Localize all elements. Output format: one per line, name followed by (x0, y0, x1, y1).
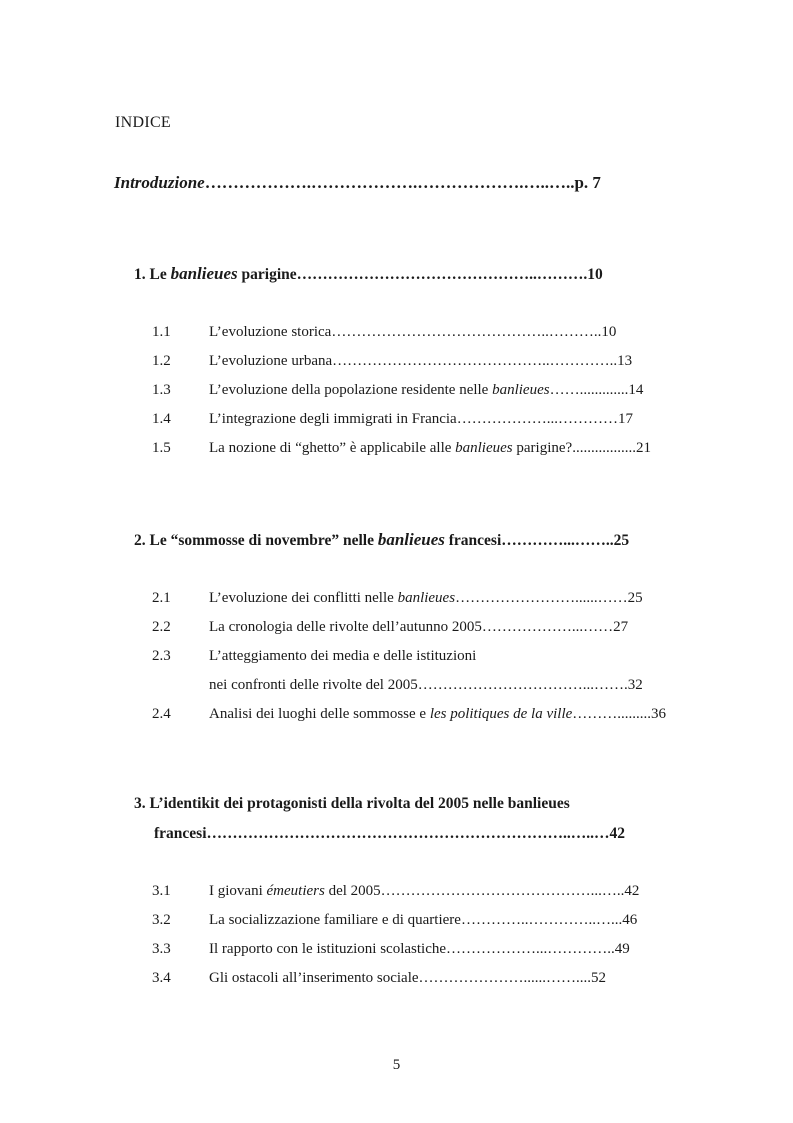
section-page: 25 (627, 590, 643, 606)
intro-leader: ……………….……………….……………….…..….. (204, 173, 575, 192)
chapter-title-pre: Le (149, 266, 171, 283)
toc-chapter-1[interactable] (134, 264, 603, 284)
section-number: 1.3 (152, 382, 171, 398)
section-title: L’atteggiamento dei media e delle istituzioni (209, 648, 477, 664)
chapter-title-post: parigine (237, 266, 297, 283)
section-page: 32 (627, 677, 643, 693)
intro-label: Introduzione (114, 173, 205, 192)
section-title-post: parigine? (512, 440, 573, 456)
section-title: L’evoluzione urbana (209, 353, 333, 369)
chapter-page: 10 (587, 266, 603, 283)
chapter-leader: ……………………………………………………………..…..… (206, 825, 610, 842)
chapter-title-pre: Le “sommosse di novembre” nelle (149, 532, 378, 549)
section-number: 1.1 (152, 324, 171, 340)
section-leader: ……………………………...……. (417, 677, 628, 693)
chapter-leader: ………………………………………..………. (296, 266, 588, 283)
section-title: La cronologia delle rivolte dell’autunno 2005 (209, 619, 482, 635)
chapter-title-italic: banlieues (377, 530, 445, 549)
section-title-post: del 2005 (324, 883, 381, 899)
section-title: Gli ostacoli all’inserimento sociale (209, 970, 419, 986)
section-page: 42 (624, 883, 640, 899)
toc-chapter-3[interactable] (134, 795, 570, 813)
page-title: INDICE (115, 114, 172, 131)
toc-entry-introduzione[interactable] (114, 173, 601, 193)
section-leader: …………………......…….... (418, 970, 592, 986)
section-leader: ………………...…… (481, 619, 614, 635)
section-title: La socializzazione familiare e di quartiere (209, 912, 461, 928)
page-number: 5 (392, 1057, 401, 1073)
section-title-italic: banlieues (397, 590, 456, 606)
section-leader: ……………………………………..………….. (332, 353, 618, 369)
section-title: L’evoluzione dei conflitti nelle (209, 590, 398, 606)
chapter-leader: …………...…….. (501, 532, 614, 549)
chapter-number: 3. (134, 795, 146, 812)
section-page: 13 (617, 353, 633, 369)
section-page: 49 (614, 941, 630, 957)
section-number: 2.3 (152, 648, 171, 664)
toc-chapter-3-cont[interactable] (154, 825, 625, 843)
section-page: 21 (635, 440, 651, 456)
section-leader: ……………………………………...….. (380, 883, 625, 899)
section-leader: ……............. (549, 382, 629, 398)
section-leader: ……………………………………..……….. (331, 324, 602, 340)
section-leader: ………………...………….. (446, 941, 615, 957)
section-title-italic: banlieues (455, 440, 513, 456)
section-number: 2.1 (152, 590, 171, 606)
section-page: 36 (651, 706, 667, 722)
section-number: 3.4 (152, 970, 171, 986)
chapter-page: 25 (613, 532, 630, 549)
section-page: 14 (628, 382, 644, 398)
toc-chapter-2[interactable] (134, 530, 629, 550)
section-page: 27 (613, 619, 629, 635)
section-leader: ………......... (572, 706, 652, 722)
section-title: Analisi dei luoghi delle sommosse e (209, 706, 430, 722)
section-title: La nozione di “ghetto” è applicabile alle (209, 440, 456, 456)
section-page: 10 (601, 324, 617, 340)
section-page: 52 (591, 970, 607, 986)
section-number: 3.1 (152, 883, 171, 899)
chapter-title: L’identikit dei protagonisti della rivolta del 2005 nelle banlieues (149, 795, 570, 812)
section-number: 2.2 (152, 619, 171, 635)
section-number: 2.4 (152, 706, 171, 722)
section-title: nei confronti delle rivolte del 2005 (209, 677, 418, 693)
chapter-number: 2. (134, 532, 146, 549)
chapter-number: 1. (134, 266, 146, 283)
section-page: 17 (617, 411, 633, 427)
intro-page: p. 7 (574, 173, 601, 192)
section-title-italic: banlieues (492, 382, 550, 398)
section-number: 1.4 (152, 411, 171, 427)
chapter-title-post: francesi (444, 532, 502, 549)
section-page: 46 (622, 912, 638, 928)
section-title-italic: émeutiers (266, 883, 325, 899)
chapter-title-cont: francesi (154, 825, 207, 842)
chapter-title-italic: banlieues (170, 264, 238, 283)
section-title: L’evoluzione della popolazione residente nelle (209, 382, 493, 398)
section-title-italic: les politiques de la ville (429, 706, 573, 722)
section-leader: ……………………......…… (455, 590, 628, 606)
section-leader: …………..…………..…... (460, 912, 623, 928)
section-leader: ………………...………… (456, 411, 618, 427)
section-title: I giovani (209, 883, 267, 899)
section-number: 3.3 (152, 941, 171, 957)
chapter-page: 42 (609, 825, 626, 842)
section-title: Il rapporto con le istituzioni scolastiche (209, 941, 447, 957)
section-number: 1.5 (152, 440, 171, 456)
section-number: 1.2 (152, 353, 171, 369)
section-title: L’evoluzione storica (209, 324, 332, 340)
section-leader: ................. (572, 440, 636, 456)
section-title: L’integrazione degli immigrati in Francia (209, 411, 457, 427)
section-number: 3.2 (152, 912, 171, 928)
